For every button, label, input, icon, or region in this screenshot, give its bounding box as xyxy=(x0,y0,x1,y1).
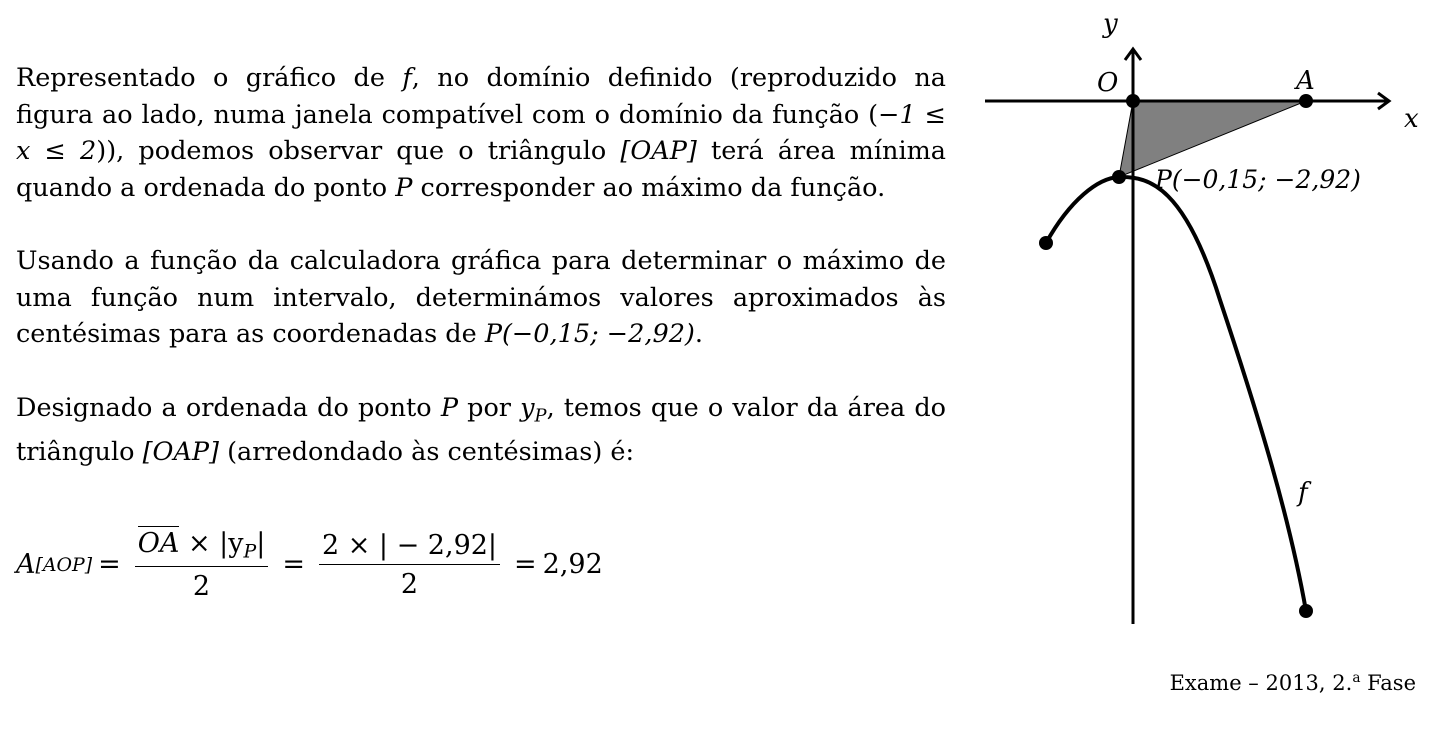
paragraph-1 xyxy=(16,60,946,206)
p3-y: y xyxy=(520,392,535,423)
fraction-2-numerator: 2 × | − 2,92| xyxy=(319,530,500,565)
area-formula xyxy=(16,528,603,602)
label-y: y xyxy=(1103,9,1118,39)
formula-fraction-1 xyxy=(135,528,269,602)
curve-left-endpoint xyxy=(1039,236,1053,250)
p1-point-p: P xyxy=(395,172,413,203)
p1-triangle: [OAP] xyxy=(620,136,697,166)
p1-text-3: )), podemos observar que o triângulo xyxy=(96,136,621,166)
formula-equals-2: = xyxy=(282,549,305,581)
p3-text-2: por xyxy=(457,392,521,423)
segment-oa: OA xyxy=(137,528,180,559)
p1-text-4: terá área mínima quando a ordenada do ponto xyxy=(16,136,946,203)
point-p xyxy=(1112,170,1126,184)
p1-text-2: , no domínio definido (reproduzido na figura ao lado, numa janela compatível com o domínio da função ( xyxy=(16,63,946,130)
p2-text-2: . xyxy=(694,319,703,349)
source-superscript: a xyxy=(1352,670,1361,686)
formula-fraction-2 xyxy=(319,530,500,600)
fraction-1-numerator-sub: P xyxy=(243,540,257,563)
source-text: Exame – 2013, 2. xyxy=(1169,671,1353,695)
curve-f xyxy=(1046,177,1306,611)
paragraph-3 xyxy=(16,390,946,471)
formula-area-symbol: A xyxy=(16,549,36,581)
fraction-2-denominator: 2 xyxy=(400,568,419,600)
p3-y-sub: P xyxy=(534,404,547,426)
fraction-1-numerator xyxy=(135,528,269,567)
label-a: A xyxy=(1296,66,1315,96)
p3-text-1: Designado a ordenada do ponto xyxy=(16,392,441,423)
p1-domain: −1 ≤ x ≤ 2 xyxy=(16,99,946,166)
point-a xyxy=(1299,94,1313,108)
p2-point-coords: P(−0,15; −2,92) xyxy=(484,319,695,349)
p3-text-4: (arredondado às centésimas) é: xyxy=(218,437,635,468)
p1-text-1: Representado o gráfico de xyxy=(16,63,403,93)
function-graph xyxy=(960,0,1438,640)
p1-function-f: f xyxy=(402,63,412,93)
fraction-1-denominator: 2 xyxy=(192,570,211,602)
p2-text-1: Usando a função da calculadora gráfica para determinar o máximo de uma função num intervalo, determinámos valores aproximados às centésimas para as coordenadas de xyxy=(16,246,946,349)
fraction-1-numerator-rest: × |y xyxy=(179,528,244,559)
p3-text-3: , temos que o valor da área do triângulo xyxy=(16,392,947,468)
p3-point-p: P xyxy=(440,392,458,423)
point-o xyxy=(1126,94,1140,108)
curve-right-endpoint xyxy=(1299,604,1313,618)
label-f: f xyxy=(1298,478,1308,508)
p3-triangle: [OAP] xyxy=(142,437,219,468)
label-x: x xyxy=(1404,104,1419,134)
formula-equals-3: = xyxy=(514,549,537,581)
p1-text-5: corresponder ao máximo da função. xyxy=(412,172,886,203)
source-text-2: Fase xyxy=(1360,671,1416,695)
formula-equals-1: = xyxy=(98,549,121,581)
paragraph-2 xyxy=(16,243,946,353)
fraction-1-numerator-end: | xyxy=(256,528,266,559)
formula-result: 2,92 xyxy=(542,549,603,581)
source-citation xyxy=(1170,670,1416,695)
label-p: P(−0,15; −2,92) xyxy=(1155,165,1361,194)
label-o: O xyxy=(1097,68,1119,98)
formula-area-subscript: [AOP] xyxy=(35,553,93,576)
solution-text xyxy=(16,60,946,471)
